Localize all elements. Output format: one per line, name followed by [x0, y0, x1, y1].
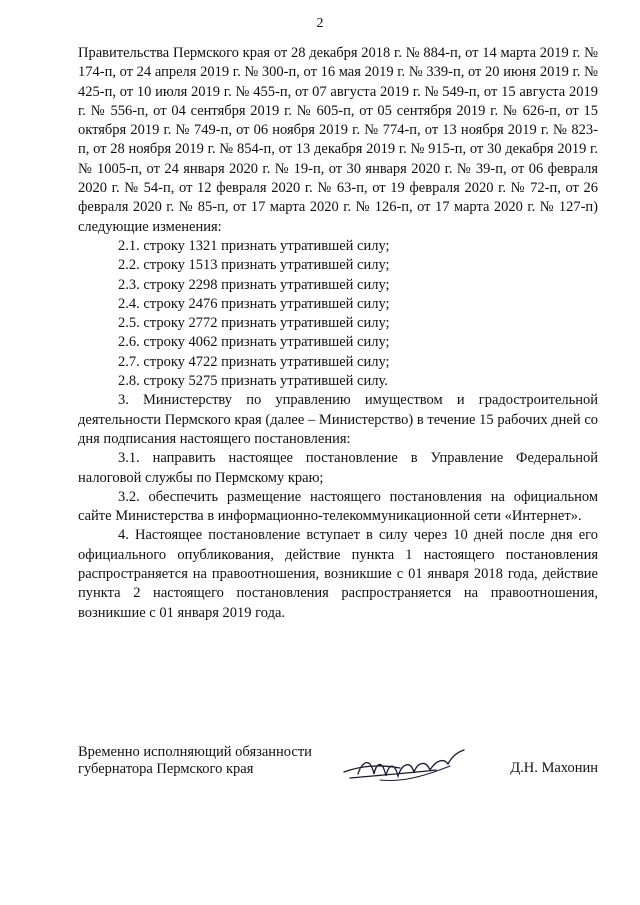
- amendment-item: 2.3. строку 2298 признать утратившей силу;: [118, 276, 390, 293]
- amendment-item: 2.6. строку 4062 признать утратившей силу;: [118, 334, 390, 351]
- amendment-item: 2.8. строку 5275 признать утратившей силу.: [118, 373, 388, 390]
- signatory-name: Д.Н. Махонин: [510, 760, 598, 776]
- amendment-item: 2.1. строку 1321 признать утратившей силу;: [118, 237, 390, 254]
- amendment-item: 2.4. строку 2476 признать утратившей силу;: [118, 295, 390, 312]
- paragraph-3: 3. Министерству по управлению имуществом и градостроительной деятельности Пермского края (далее – Министерство) в течение 15 рабочих дней со дня подписания настоящего постановления:: [78, 392, 598, 447]
- document-body: [78, 44, 598, 623]
- signature-block: [78, 744, 598, 784]
- intro-paragraph: Правительства Пермского края от 28 декабря 2018 г. № 884-п, от 14 марта 2019 г. № 174-п, от 24 апреля 2019 г. № 300-п, от 16 мая 2019 г. № 339-п, от 20 июня 2019 г. № 425-п, от 10 июля 2019 г. № 455-п, от 07 августа 2019 г. № 549-п, от 15 августа 2019 г. № 556-п, от 04 сентября 2019 г. № 605-п, от 05 сентября 2019 г. № 626-п, от 15 октября 2019 г. № 749-п, от 06 ноября 2019 г. № 774-п, от 13 ноября 2019 г. № 823-п, от 28 ноября 2019 г. № 854-п, от 13 декабря 2019 г. № 915-п, от 30 декабря 2019 г. № 1005-п, от 24 января 2020 г. № 19-п, от 30 января 2020 г. № 39-п, от 06 февраля 2020 г. № 54-п, от 12 февраля 2020 г. № 63-п, от 19 февраля 2020 г. № 72-п, от 26 февраля 2020 г. № 85-п, от 17 марта 2020 г. № 126-п, от 17 марта 2020 г. № 127-п) следующие изменения:: [78, 45, 598, 235]
- signatory-title: Временно исполняющий обязанности губернатора Пермского края: [78, 744, 312, 777]
- amendment-item: 2.2. строку 1513 признать утратившей силу;: [118, 257, 390, 274]
- amendment-list: [78, 237, 598, 391]
- paragraph-3-1: 3.1. направить настоящее постановление в Управление Федеральной налоговой службы по Пермскому краю;: [78, 450, 598, 486]
- amendment-item: 2.5. строку 2772 признать утратившей силу;: [118, 315, 390, 332]
- handwritten-signature: [340, 744, 470, 788]
- page-number: 2: [316, 16, 324, 31]
- amendment-item: 2.7. строку 4722 признать утратившей силу;: [118, 353, 390, 370]
- paragraph-4: 4. Настоящее постановление вступает в силу через 10 дней после дня его официального опубликования, действие пункта 1 настоящего постановления распространяется на правоотношения, возникшие с 01 января 2018 года, действие пункта 2 настоящего постановления распространяется на правоотношения, возникшие с 01 января 2019 года.: [78, 527, 598, 621]
- paragraph-3-2: 3.2. обеспечить размещение настоящего постановления на официальном сайте Министерства в информационно-телекоммуникационной сети «Интернет».: [78, 488, 598, 525]
